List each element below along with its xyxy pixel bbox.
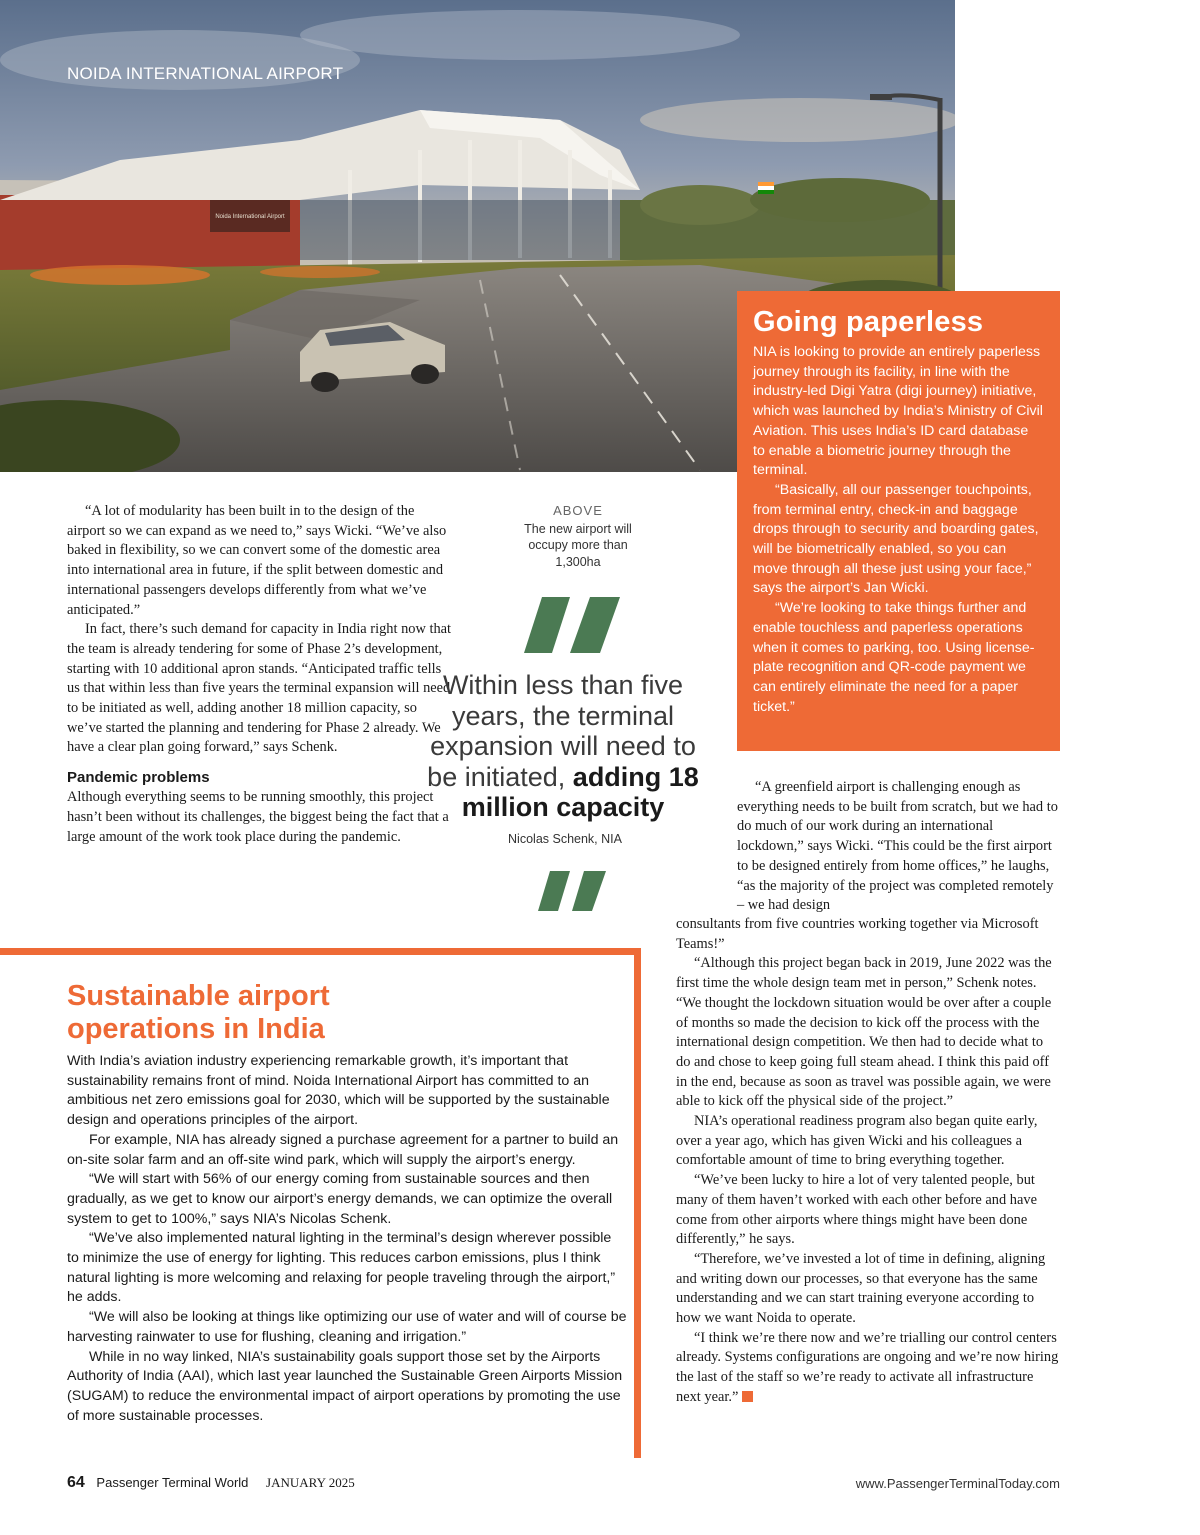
sustainable-paragraph: With India’s aviation industry experiencing remarkable growth, it’s important that sustainability remains front of mind. Noida International Airport has committed to an ambitious net zero emissions goal for 2030, which will be supported by the sustainable design and operations principles of the airport. bbox=[67, 1053, 610, 1129]
body-paragraph: NIA’s operational readiness program also began quite early, over a year ago, which has given Wicki and his colleagues a comfortable amount of time to bring everything together. bbox=[676, 1113, 1038, 1169]
open-quote-icon bbox=[524, 597, 624, 653]
paperless-paragraph: “We’re looking to take things further and enable touchless and paperless operations when it comes to parking, too. Using license-plate recognition and QR-code payment we can entirely eliminate the need for a paper ticket.” bbox=[753, 600, 1035, 715]
body-column-right-top bbox=[737, 778, 1060, 916]
sustainable-paragraph: “We will start with 56% of our energy coming from sustainable sources and then gradually, as we get to know our airport’s energy demands, we can optimize the overall system to get to 100%,” says NIA’s Nicolas Schenk. bbox=[67, 1171, 613, 1227]
body-paragraph: “We’ve been lucky to hire a lot of very talented people, but many of them haven’t worked with each other before and have come from other airports where things might have been done differently,” he says. bbox=[676, 1172, 1037, 1248]
body-paragraph: In fact, there’s such demand for capacity in India right now that the team is already tendering for some of Phase 2’s development, starting with 10 additional apron stands. “Anticipated traffic tells us that within less than five years the terminal expansion will need to be initiated as well, adding another 18 million capacity, so we’ve started the planning and tendering for Phase 2 already. We have a clear plan going forward,” says Schenk. bbox=[67, 621, 452, 756]
caption-head: ABOVE bbox=[553, 503, 603, 518]
paperless-paragraph: NIA is looking to provide an entirely paperless journey through its facility, in line with the industry-led Digi Yatra (digi journey) initiative, which was launched by India’s Ministry of Civil Aviation. This uses India’s ID card database to enable a biometric journey through the terminal. bbox=[753, 344, 1043, 479]
close-quote-icon bbox=[538, 871, 608, 911]
body-column-right bbox=[676, 915, 1061, 1408]
sustainable-title-line: Sustainable airport bbox=[67, 980, 330, 1012]
paperless-paragraph: “Basically, all our passenger touchpoints, from terminal entry, check-in and baggage drops through to security and boarding gates, will be biometrically enabled, so you can move through all these just using your face,” says the airport’s Jan Wicki. bbox=[753, 481, 1039, 597]
page-number: 64 bbox=[67, 1474, 85, 1491]
body-paragraph: “A greenfield airport is challenging enough as everything needs to be built from scratch, but we had to do much of our work during an international lockdown,” says Wicki. “This could be the first airport to be designed entirely from home offices,” he laughs, “as the majority of the project was completed remotely – we had design bbox=[737, 779, 1058, 914]
body-paragraph: Although everything seems to be running smoothly, this project hasn’t been without its challenges, the biggest being the fact that a large amount of the work took place during the pandemic. bbox=[67, 789, 449, 845]
body-paragraph: “Although this project began back in 2019, June 2022 was the first time the whole design team met in person,” Schenk notes. “We thought the lockdown situation would be over after a couple of months so made the decision to kick off the process with the international design competition. We then had to decide what to do and chose to keep going full steam ahead. I think this paid off in the end, because as soon as travel was possible again, we were able to kick off the physical side of the project.” bbox=[676, 955, 1052, 1110]
sustainable-paragraph: “We’ve also implemented natural lighting in the terminal’s design wherever possible to minimize the use of energy for lighting. This reduces carbon emissions, plus I think natural lighting is more welcoming and relaxing for people traveling through the airport,” he adds. bbox=[67, 1230, 616, 1306]
terminal-sign: Noida International Airport bbox=[215, 214, 285, 220]
footer-left bbox=[67, 1474, 355, 1492]
body-paragraph: “Therefore, we’ve invested a lot of time in defining, aligning and writing down our processes, so that everyone has the same understanding and we can start training everyone according to how we want Noida to operate. bbox=[676, 1250, 1046, 1327]
caption-text: The new airport will occupy more than 1,300ha bbox=[524, 521, 632, 569]
sustainable-paragraph: For example, NIA has already signed a purchase agreement for a partner to build an on-site solar farm and an off-site wind park, which will supply the airport’s energy. bbox=[67, 1131, 619, 1168]
magazine-name: Passenger Terminal World bbox=[96, 1475, 249, 1490]
pull-quote-text: Within less than five years, the terminal expansion will need to be initiated, bbox=[427, 670, 696, 792]
issue-date: JANUARY 2025 bbox=[266, 1475, 355, 1490]
end-mark-icon bbox=[742, 1391, 753, 1402]
paperless-title: Going paperless bbox=[753, 306, 984, 338]
body-paragraph: “A lot of modularity has been built in to the design of the airport so we can expand as we need to,” says Wicki. “We’ve also baked in flexibility, so we can convert some of the domestic area into international area in future, if the split between domestic and international passengers develops differently from what we’ve anticipated.” bbox=[67, 503, 447, 618]
body-column-left bbox=[67, 502, 452, 847]
body-paragraph bbox=[676, 1329, 1061, 1408]
section-tag: NOIDA INTERNATIONAL AIRPORT bbox=[67, 64, 344, 83]
sustainable-title bbox=[67, 980, 627, 1046]
sustainable-title-line: operations in India bbox=[67, 1013, 325, 1045]
body-paragraph: consultants from five countries working together via Microsoft Teams!” bbox=[676, 916, 1039, 952]
sustainable-paragraph: While in no way linked, NIA’s sustainability goals support those set by the Airports Authority of India (AAI), which last year launched the Sustainable Green Airports Mission (SUGAM) to reduce the environmental impact of airport operations by promoting the use of more sustainable processes. bbox=[67, 1348, 623, 1424]
sustainable-sidebar bbox=[67, 980, 627, 1426]
pull-quote-bold: adding 18 million capacity bbox=[461, 761, 699, 822]
subhead: Pandemic problems bbox=[67, 769, 210, 787]
image-caption bbox=[508, 503, 648, 570]
website-link[interactable]: www.PassengerTerminalToday.com bbox=[855, 1476, 1060, 1491]
body-paragraph-text: “I think we’re there now and we’re trialling our control centers already. Systems configurations are ongoing and we’re now hiring the last of the staff so we’re ready to activate all infrastructure next year.” bbox=[676, 1329, 1059, 1405]
sustainable-paragraph: “We will also be looking at things like optimizing our use of water and will of course be harvesting rainwater to use for flushing, cleaning and irrigation.” bbox=[67, 1309, 627, 1345]
pull-quote-attribution: Nicolas Schenk, NIA bbox=[508, 832, 622, 846]
pull-quote bbox=[420, 670, 706, 823]
paperless-sidebar bbox=[737, 291, 1060, 751]
